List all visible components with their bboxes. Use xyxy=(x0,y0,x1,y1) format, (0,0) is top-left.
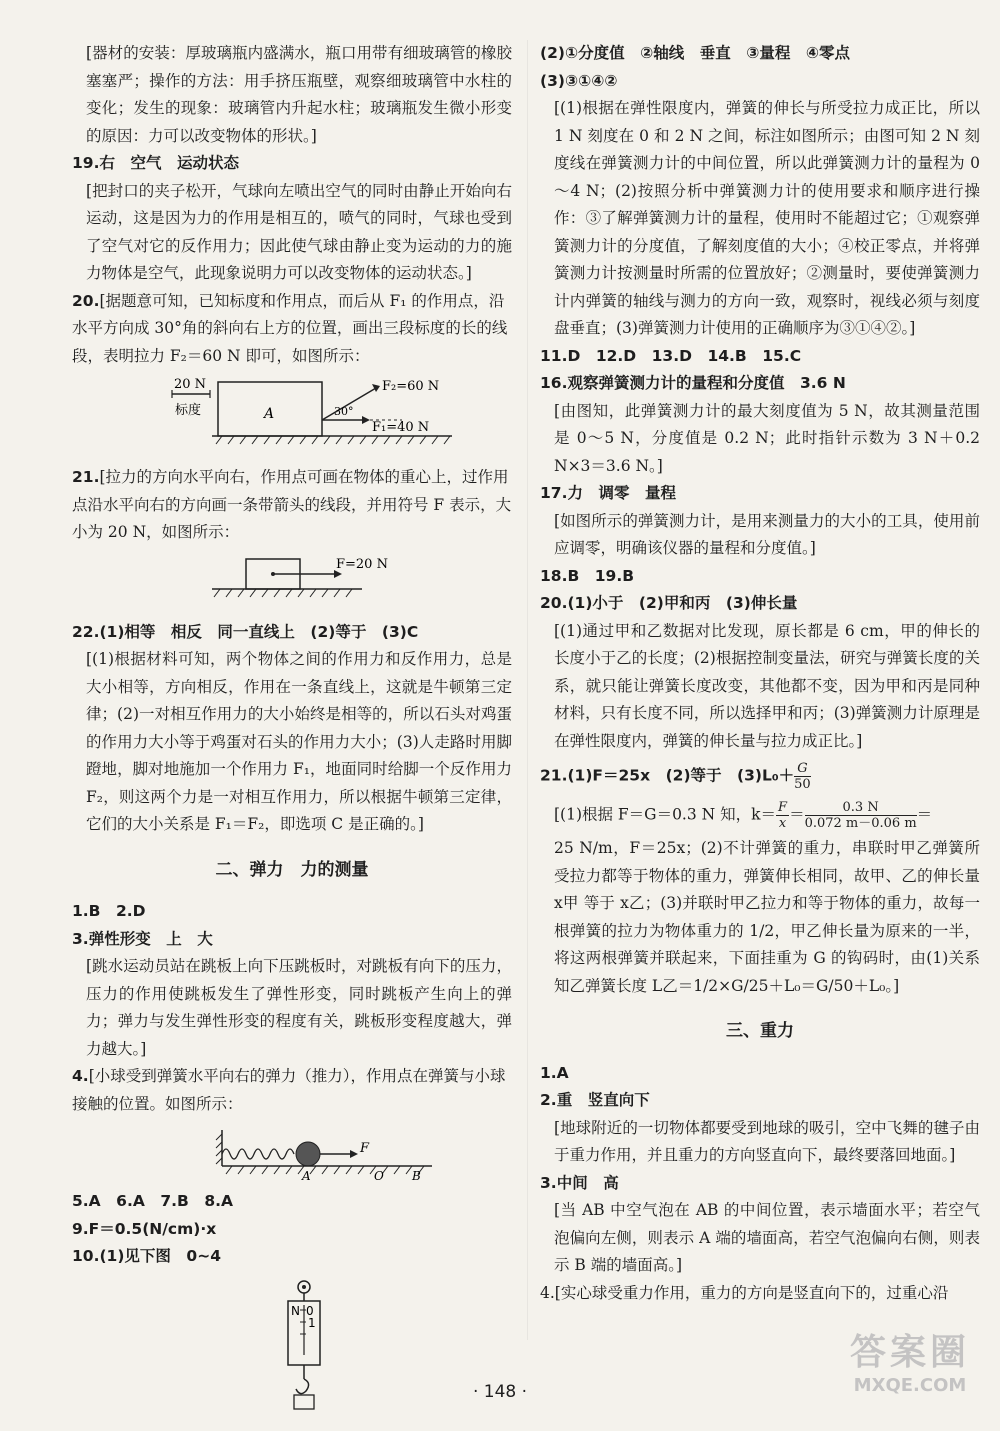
s2-q3-answer-text: 弹性形变 上 大 xyxy=(88,929,213,948)
q21-exp-equals: ＝ xyxy=(789,805,805,824)
q19-explanation: [把封口的夹子松开，气球向左喷出空气的同时由静止开始向右运动，这是因为力的作用是相互的，喷气的同时，气球也受到了空气对它的反作用力；因此使气球由静止变为运动的力的施力物体是空气，此现象说明力可以改变物体的运动状态。] xyxy=(86,181,512,282)
q16-number: 16. xyxy=(540,374,568,392)
fraction-numerator: F xyxy=(778,800,788,815)
q11-15 xyxy=(540,343,980,371)
scale-one-label: 1 xyxy=(308,1315,316,1330)
q18-19-text: 18.B 19.B xyxy=(540,566,635,585)
o-label: O xyxy=(374,1169,384,1182)
q19-number: 19. xyxy=(72,154,100,172)
right-column xyxy=(540,40,980,1307)
s2-q5-8-text: 5.A 6.A 7.B 8.A xyxy=(72,1192,233,1210)
q11-15-text: 11.D 12.D 13.D 14.B 15.C xyxy=(540,346,802,365)
s3-q2-answer-text: 重 竖直向下 xyxy=(556,1091,650,1109)
fraction-numerator: 0.3 N xyxy=(805,800,917,816)
a-label: A xyxy=(302,1169,311,1182)
ball xyxy=(296,1142,320,1166)
q20-force-diagram xyxy=(72,374,512,458)
watermark-logo xyxy=(830,1324,990,1414)
q19-answer-text: 右 空气 运动状态 xyxy=(99,154,239,172)
s2-q3-explanation: [跳水运动员站在跳板上向下压跳板时，对跳板有向下的压力，压力的作用使跳板发生了弹性形变，同时跳板产生向上的弹力；弹力与发生弹性形变的程度有关，跳板形变程度越大，弹力越大。] xyxy=(86,957,512,1058)
q17-answer-text: 力 调零 量程 xyxy=(567,484,676,502)
q20-number: 20. xyxy=(72,291,100,310)
q21-exp-start: [(1)根据 F＝G＝0.3 N 知，k＝ xyxy=(554,805,777,824)
s3-q4: 4.[实心球受重力作用，重力的方向是竖直向下的，过重心沿 xyxy=(540,1283,949,1302)
s2-q3-answer xyxy=(72,926,512,954)
q21-number: 21. xyxy=(540,766,568,785)
s3-q3-number: 3. xyxy=(540,1173,557,1192)
q20-answer xyxy=(72,288,512,371)
f-label: F xyxy=(360,1141,370,1156)
fraction-numerator: G xyxy=(794,761,811,777)
q10-cont-1 xyxy=(540,40,980,68)
s3-q2-explanation: [地球附近的一切物体都要受到地球的吸引，空中飞舞的毽子由于重力作用，并且重力的方向竖直向下，最终要落回地面。] xyxy=(554,1118,980,1164)
spring xyxy=(222,1149,294,1159)
q20-answer-text: (1)小于 (2)甲和丙 (3)伸长量 xyxy=(567,594,798,612)
s3-q1-text: 1.A xyxy=(540,1063,569,1082)
block-a-label: A xyxy=(264,406,275,422)
left-column xyxy=(72,40,512,1431)
q10-explanation: [(1)根据在弹性限度内，弹簧的伸长与所受拉力成正比，所以 1 N 刻度在 0 和 2 N 之间，标注如图所示；由图可知 2 N 刻度线在弹簧测力计的中间位置，所以此弹簧测力计的量程为 0～4 N；(2)按照分析中弹簧测力计的使用要求和顺序进行操作：③了解弹簧测力计的量程，使用时不能超过它；①观察弹簧测力计的分度值，了解刻度值的大小；④校正零点，并将弹簧测力计按测量时所需的位置放好；②测量时，要使弹簧测力计内弹簧的轴线与测力的方向一致，观察时，视线必须与刻度盘垂直；(3)弹簧测力计使用的正确顺序为③①④②。] xyxy=(554,99,980,337)
section-3-title: 三、重力 xyxy=(726,1021,794,1041)
q21-answer xyxy=(72,464,512,547)
fraction-denominator: 50 xyxy=(794,777,811,792)
q17-number: 17. xyxy=(540,484,568,502)
s2-q9-text: 9.F＝0.5(N/cm)·x xyxy=(72,1219,217,1238)
s2-q10-answer-text: (1)见下图 0~4 xyxy=(99,1247,221,1265)
s2-q10-answer xyxy=(72,1243,512,1271)
q22-answer xyxy=(72,619,512,647)
q18-explanation: [器材的安装：厚玻璃瓶内盛满水，瓶口用带有细玻璃管的橡胶塞塞严；操作的方法：用手挤压瓶壁，观察细玻璃管中水柱的变化；发生的现象：玻璃管内升起水柱；玻璃瓶发生微小形变的原因：力可以改变物体的形状。] xyxy=(86,44,512,145)
q21-explanation-rest: 25 N/m，F＝25x；(2)不计弹簧的重力，串联时甲乙弹簧所受拉力都等于物体的重力，弹簧伸长相同，故甲、乙的伸长量 x甲 等于 x乙；(3)并联时甲乙拉力和等于物体的重力，故每一根弹簧的拉力为物体重力的 1/2，甲乙伸长量为原来的一半，将这两根弹簧并联起来，下面挂重为 G 的钩码时，由(1)关系知乙弹簧长度 L乙＝1/2×G/25＋L₀＝G/50＋L₀。] xyxy=(554,839,980,995)
scale-zero-label: 0 xyxy=(306,1303,314,1318)
s2-q9 xyxy=(72,1216,512,1244)
q21-explanation-line1 xyxy=(554,800,980,831)
s2-q10-number: 10. xyxy=(72,1247,100,1265)
q20-explanation: [(1)通过甲和乙数据对比发现，原长都是 6 cm，甲的伸长的长度小于乙的长度；(2)根据控制变量法，研究与弹簧长度的关系，就只能让弹簧长度改变，其他都不变，因为甲和丙是同种材料，只有长度不同，所以选择甲和丙；(3)弹簧测力计原理是在弹性限度内，弹簧的伸长量与拉力成正比。] xyxy=(554,621,980,750)
q17-answer xyxy=(540,480,980,508)
q21-answer xyxy=(540,761,980,792)
q17-explanation: [如图所示的弹簧测力计，是用来测量力的大小的工具，使用前应调零，明确该仪器的量程和分度值。] xyxy=(554,511,980,557)
s2-q3-number: 3. xyxy=(72,929,89,948)
watermark-url: MXQE.COM xyxy=(853,1375,967,1396)
q20-explanation: [据题意可知，已知标度和作用点，而后从 F₁ 的作用点，沿水平方向成 30°角的斜向右上方的位置，画出三段标度的长的线段，表明拉力 F₂＝60 N 即可，如图所示： xyxy=(72,291,508,365)
s3-q3-answer xyxy=(540,1170,980,1198)
s2-q4-spring-diagram xyxy=(72,1122,512,1182)
q16-answer-text: 观察弹簧测力计的量程和分度值 3.6 N xyxy=(567,374,846,392)
q16-answer xyxy=(540,370,980,398)
s3-q2-number: 2. xyxy=(540,1091,557,1109)
q22-explanation: [(1)根据材料可知，两个物体之间的作用力和反作用力，总是大小相等，方向相反，作用在一条直线上，这就是牛顿第三定律；(2)一对相互作用力的大小始终是相等的，所以石头对鸡蛋的作用力大小等于鸡蛋对石头的作用力大小；(3)人走路时用脚蹬地，脚对地施加一个作用力 F₁，地面同时给脚一个反作用力 F₂，则这两个力是一对相互作用力，所以根据牛顿第三定律，它们的大小关系是 F₁＝F₂，即选项 C 是正确的。] xyxy=(86,650,512,833)
scale-n-label: N xyxy=(291,1303,300,1318)
fraction-denominator: x xyxy=(778,816,787,831)
q21-answer-fraction xyxy=(794,761,811,792)
s3-q3-explanation: [当 AB 中空气泡在 AB 的中间位置，表示墙面水平；若空气泡偏向左侧，则表示 A 端的墙面高，若空气泡偏向右侧，则表示 B 端的墙面高。] xyxy=(554,1201,980,1274)
s3-q3-answer-text: 中间 高 xyxy=(556,1173,619,1192)
scale-text: 标度 xyxy=(175,403,202,418)
fraction-denominator: 0.072 m－0.06 m xyxy=(804,816,917,831)
q21-exp-equals-2: ＝ xyxy=(916,805,933,824)
q10-cont-2 xyxy=(540,68,980,96)
q21-number: 21. xyxy=(72,468,100,486)
q10-cont-1-text: (2)①分度值 ②轴线 垂直 ③量程 ④零点 xyxy=(540,44,850,62)
f1-label: F₁=40 N xyxy=(372,420,430,435)
s3-q1 xyxy=(540,1060,980,1088)
q18-19 xyxy=(540,563,980,591)
q22-number: 22. xyxy=(72,622,100,641)
b-label: B xyxy=(412,1169,421,1182)
q20-number: 20. xyxy=(540,594,568,612)
s2-q4-answer xyxy=(72,1063,512,1118)
s2-q5-8 xyxy=(72,1188,512,1216)
f2-label: F₂=60 N xyxy=(382,379,440,394)
q21-force-diagram xyxy=(72,551,512,613)
s2-q10-spring-scale xyxy=(72,1275,512,1425)
q21-exp-fraction-2 xyxy=(805,800,917,831)
s2-q4-number: 4. xyxy=(72,1067,89,1085)
q21-answer-text: (1)F＝25x (2)等于 (3)L₀＋ xyxy=(567,766,795,785)
column-divider xyxy=(527,40,528,1340)
q20-answer xyxy=(540,590,980,618)
s2-q1-2 xyxy=(72,898,512,926)
s3-q2-answer xyxy=(540,1087,980,1115)
section-2-title: 二、弹力 力的测量 xyxy=(215,859,369,880)
watermark-cn: 答案圈 xyxy=(849,1332,970,1373)
q19-answer xyxy=(72,150,512,178)
s2-q1-2-text: 1.B 2.D xyxy=(72,902,146,920)
scale-label: 20 N xyxy=(174,377,207,392)
q21-explanation: [拉力的方向水平向右，作用点可画在物体的重心上，过作用点沿水平向右的方向画一条带箭头的线段，并用符号 F 表示，大小为 20 N，如图所示： xyxy=(72,468,512,541)
q22-answer-text: (1)相等 相反 同一直线上 (2)等于 (3)C xyxy=(99,622,419,641)
page-number: · 148 · xyxy=(472,1382,528,1402)
q10-cont-2-text: (3)③①④② xyxy=(540,71,618,90)
q21-exp-fraction-1 xyxy=(776,800,789,831)
s2-q4-explanation: [小球受到弹簧水平向右的弹力（推力），作用点在弹簧与小球接触的位置。如图所示： xyxy=(72,1067,506,1113)
q16-explanation: [由图知，此弹簧测力计的最大刻度值为 5 N，故其测量范围是 0～5 N，分度值是 0.2 N；此时指针示数为 3 N＋0.2 N×3＝3.6 N。] xyxy=(554,401,980,475)
angle-label: 30° xyxy=(334,405,354,418)
q21-f-label: F=20 N xyxy=(336,556,388,572)
